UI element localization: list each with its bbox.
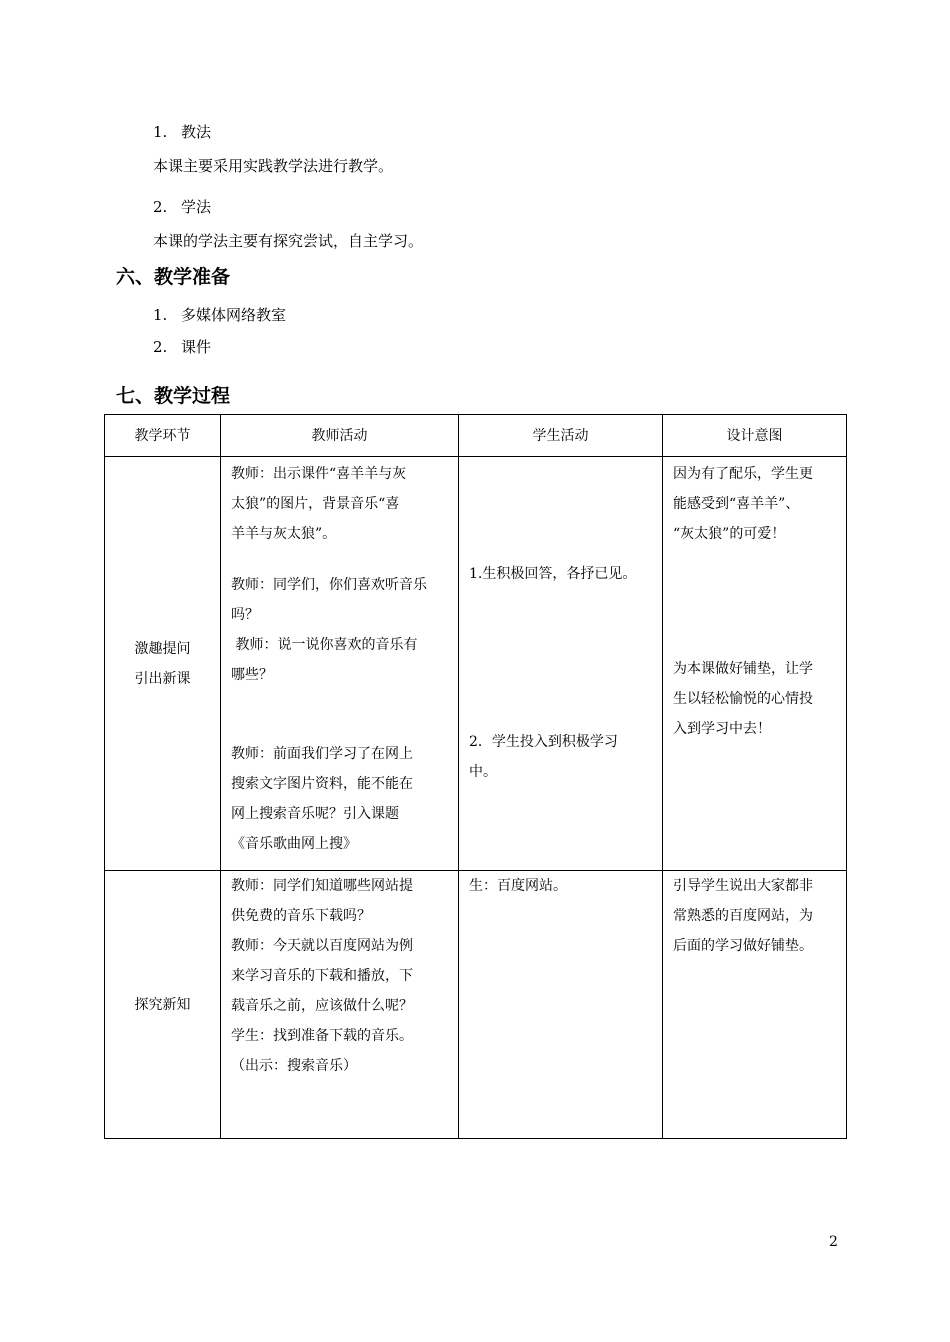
student-block: [469, 727, 654, 787]
text-line: （出示：搜索音乐）: [231, 1058, 357, 1074]
table-header-row: [105, 415, 847, 457]
text-line: 1.生积极回答，各抒已见。: [469, 566, 637, 582]
table-row: [105, 871, 847, 1139]
text-line: 羊羊与灰太狼”。: [231, 526, 337, 542]
prep-item-1: [153, 304, 286, 325]
header-teacher: 教师活动: [221, 415, 459, 457]
teacher-cell: [221, 871, 459, 1139]
teacher-cell: [221, 457, 459, 871]
teacher-block: [231, 459, 450, 549]
text-line: 搜索文字图片资料，能不能在: [231, 776, 413, 792]
intent-block: [673, 654, 838, 744]
text-line: 教师：同学们，你们喜欢听音乐: [231, 577, 427, 593]
text-line: 入到学习中去！: [673, 721, 771, 737]
process-table: [104, 414, 847, 1139]
text-line: 因为有了配乐，学生更: [673, 466, 813, 482]
method-item-2-label: 学法: [181, 198, 212, 216]
stage-cell: [105, 457, 221, 871]
teacher-block: [231, 871, 450, 1081]
method-item-1: [153, 121, 211, 142]
header-student: 学生活动: [459, 415, 663, 457]
text-line: 学生：找到准备下载的音乐。: [231, 1028, 413, 1044]
page-number: 2: [829, 1234, 838, 1250]
header-stage: 教学环节: [105, 415, 221, 457]
prep-item-1-num: 1.: [153, 306, 168, 324]
text-line: 中。: [469, 764, 497, 780]
student-block: [469, 871, 654, 901]
intent-block: [673, 459, 838, 549]
method-item-2-text: 本课的学法主要有探究尝试，自主学习。: [153, 232, 424, 250]
stage-line: 探究新知: [134, 996, 191, 1013]
text-line: 太狼”的图片，背景音乐“喜: [231, 496, 400, 512]
text-line: 常熟悉的百度网站，为: [673, 908, 813, 924]
table-row: [105, 457, 847, 871]
header-intent: 设计意图: [663, 415, 847, 457]
process-heading: 七、教学过程: [116, 385, 231, 407]
text-line: 引导学生说出大家都非: [673, 878, 813, 894]
method-item-1-label: 教法: [181, 123, 212, 141]
text-line: 《音乐歌曲网上搜》: [231, 836, 357, 852]
text-line: 能感受到“喜羊羊”、: [673, 496, 800, 512]
text-line: 后面的学习做好铺垫。: [673, 938, 813, 954]
text-line: “灰太狼”的可爱！: [673, 526, 786, 542]
method-item-1-num: 1.: [153, 123, 168, 141]
prep-item-2-num: 2.: [153, 338, 168, 356]
text-line: 生：百度网站。: [469, 878, 567, 894]
stage-line: 激趣提问: [134, 640, 191, 657]
text-line: 教师：说一说你喜欢的音乐有: [231, 637, 418, 653]
text-line: 2．学生投入到积极学习: [469, 734, 618, 750]
prep-item-1-label: 多媒体网络教室: [181, 306, 287, 324]
method-item-2: [153, 196, 211, 217]
teacher-block: [231, 570, 450, 690]
text-line: 哪些？: [231, 667, 273, 683]
teacher-block: [231, 739, 450, 859]
text-line: 网上搜索音乐呢？引入课题: [231, 806, 399, 822]
student-cell: [459, 871, 663, 1139]
intent-cell: [663, 871, 847, 1139]
text-line: 来学习音乐的下载和播放，下: [231, 968, 413, 984]
intent-cell: [663, 457, 847, 871]
prep-item-2-label: 课件: [181, 338, 212, 356]
student-cell: [459, 457, 663, 871]
text-line: 教师：前面我们学习了在网上: [231, 746, 413, 762]
prep-heading: 六、教学准备: [116, 266, 231, 288]
student-block: [469, 559, 654, 589]
text-line: 教师：出示课件“喜羊羊与灰: [231, 466, 407, 482]
text-line: 供免费的音乐下载吗？: [231, 908, 371, 924]
text-line: 生以轻松愉悦的心情投: [673, 691, 813, 707]
stage-line: 引出新课: [134, 670, 191, 687]
text-line: 教师：今天就以百度网站为例: [231, 938, 413, 954]
method-item-1-text: 本课主要采用实践教学法进行教学。: [153, 157, 394, 175]
text-line: 教师：同学们知道哪些网站提: [231, 878, 413, 894]
text-line: 吗？: [231, 607, 259, 623]
text-line: 载音乐之前，应该做什么呢？: [231, 998, 413, 1014]
stage-cell: [105, 871, 221, 1139]
method-item-2-num: 2.: [153, 198, 168, 216]
text-line: 为本课做好铺垫，让学: [673, 661, 813, 677]
intent-block: [673, 871, 838, 961]
prep-item-2: [153, 336, 211, 357]
